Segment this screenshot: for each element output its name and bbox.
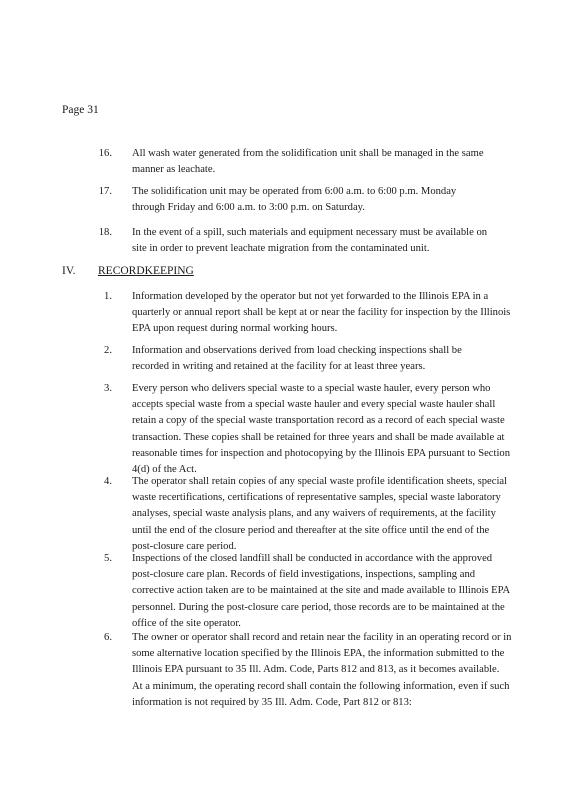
item-number: 17.	[98, 186, 112, 197]
item-number: 18.	[98, 227, 112, 238]
item-text: Information and observations derived from load checking inspections shall be recorded in writing and retained at the facility for at least three years.	[132, 345, 462, 373]
list-item	[0, 474, 565, 552]
list-item	[0, 630, 565, 714]
list-item	[0, 184, 565, 218]
item-text: Every person who delivers special waste to a special waste hauler, every person who accepts special waste from a special waste hauler and every special waste hauler shall retain a copy of the special waste transportation record as a record of each special waste transaction. These copies shall be retained for three years and shall be made available at reasonable times for inspection and photocopying by the Illinois EPA pursuant to Section 4(d) of the Act.	[132, 383, 510, 476]
section-number: IV.	[62, 265, 76, 277]
section-title: RECORDKEEPING	[98, 265, 194, 277]
list-item	[0, 289, 565, 339]
list-item	[0, 146, 565, 180]
item-number: 3.	[104, 383, 112, 394]
item-text: The solidification unit may be operated from 6:00 a.m. to 6:00 p.m. Monday through Friday and 6:00 a.m. to 3:00 p.m. on Saturday.	[132, 186, 457, 214]
item-text: All wash water generated from the solidification unit shall be managed in the same manner as leachate.	[132, 148, 484, 176]
list-item	[0, 343, 565, 377]
item-number: 2.	[104, 345, 112, 356]
item-number: 4.	[104, 476, 112, 487]
item-number: 5.	[104, 553, 112, 564]
item-number: 16.	[98, 148, 112, 159]
item-number: 1.	[104, 291, 112, 302]
item-number: 6.	[104, 632, 112, 643]
page-number: Page 31	[62, 104, 99, 116]
item-text: In the event of a spill, such materials and equipment necessary must be available on site in order to prevent leachate migration from the contaminated unit.	[132, 227, 488, 255]
list-item	[0, 551, 565, 629]
item-text: Inspections of the closed landfill shall be conducted in accordance with the approved post-closure care plan. Records of field investigations, inspections, sampling and corrective action taken are to be maintained at the site and made available to Illinois EPA personnel. During the post-closure care period, those records are to be maintained at the office of the site operator.	[132, 553, 510, 629]
item-text: Information developed by the operator but not yet forwarded to the Illinois EPA in a quarterly or annual report shall be kept at or near the facility for inspection by the Illinois EPA upon request during normal working hours.	[132, 291, 511, 335]
item-text: The owner or operator shall record and retain near the facility in an operating record or in some alternative location specified by the Illinois EPA, the information submitted to the Illinois EPA pursuant to 35 Ill. Adm. Code, Parts 812 and 813, as it becomes available. At a minimum, the operating record shall contain the following information, even if such information is not required by 35 Ill. Adm. Code, Part 812 or 813:	[132, 632, 512, 708]
list-item	[0, 225, 565, 259]
item-text: The operator shall retain copies of any special waste profile identification sheets, special waste recertifications, certifications of representative samples, special waste laboratory analyses, special waste analysis plans, and any waivers of requirements, at the facility until the end of the closure period and thereafter at the site office until the end of the post-closure care period.	[132, 476, 508, 552]
list-item	[0, 381, 565, 476]
